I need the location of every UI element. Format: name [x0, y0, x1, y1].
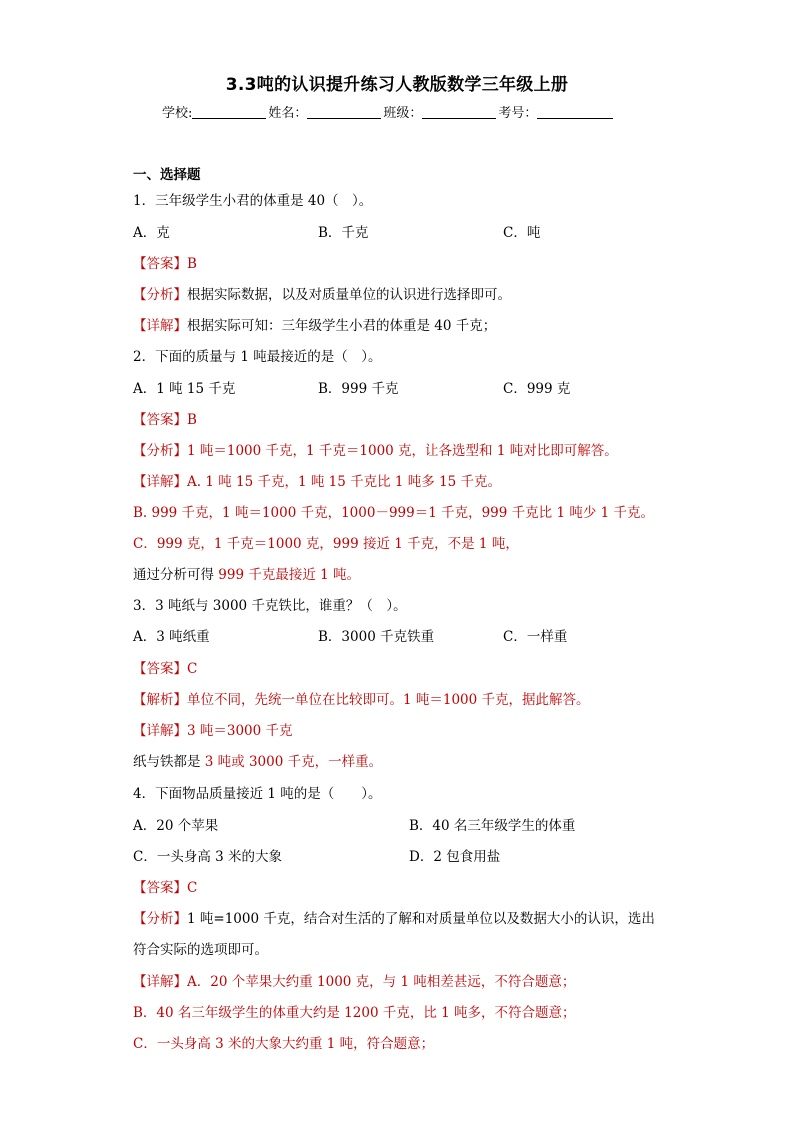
q4-option-b: B．40 名三年级学生的体重	[409, 818, 576, 834]
class-blank[interactable]	[422, 105, 496, 119]
q1-option-b: B．千克	[318, 225, 369, 241]
q3-option-b: B．3000 千克铁重	[318, 629, 435, 645]
q2-detail-4: 通过分析可得 999 千克最接近 1 吨。	[133, 567, 361, 583]
q1-option-c: C．吨	[503, 225, 541, 241]
q4-detail-1: 【详解】A．20 个苹果大约重 1000 克，与 1 吨相差甚远，不符合题意；	[133, 974, 576, 990]
q4-detail-3: C．一头身高 3 米的大象大约重 1 吨，符合题意；	[133, 1036, 435, 1052]
q2-option-a: A．1 吨 15 千克	[133, 381, 236, 397]
name-label: 姓名：	[268, 106, 308, 121]
q2-analysis: 【分析】1 吨＝1000 千克，1 千克＝1000 克，让各选型和 1 吨对比即可解答。	[133, 443, 618, 459]
q1-detail: 【详解】根据实际可知：三年级学生小君的体重是 40 千克；	[133, 318, 497, 334]
question-4-stem: 4．下面物品质量接近 1 吨的是（ ）。	[133, 786, 382, 802]
q3-answer: 【答案】C	[133, 661, 198, 677]
school-label: 学校:	[162, 106, 193, 121]
q2-option-b: B．999 千克	[318, 381, 399, 397]
question-1-stem: 1．三年级学生小君的体重是 40（ ）。	[133, 193, 373, 209]
q2-detail-3: C．999 克，1 千克＝1000 克，999 接近 1 千克，不是 1 吨，	[133, 536, 519, 552]
page-title: 3.3吨的认识提升练习人教版数学三年级上册	[225, 75, 569, 95]
q1-analysis: 【分析】根据实际数据，以及对质量单位的认识进行选择即可。	[133, 287, 511, 303]
q4-detail-2: B．40 名三年级学生的体重大约是 1200 千克，比 1 吨多，不符合题意；	[133, 1005, 576, 1021]
q2-detail-2: B. 999 千克，1 吨＝1000 千克，1000－999＝1 千克，999 千克比 1 吨少 1 千克。	[133, 505, 654, 521]
q4-answer: 【答案】C	[133, 880, 198, 896]
name-blank[interactable]	[307, 105, 381, 119]
q1-answer: 【答案】B	[133, 256, 197, 272]
q2-detail-1: 【详解】A. 1 吨 15 千克，1 吨 15 千克比 1 吨多 15 千克。	[133, 474, 502, 490]
q1-option-a: A．克	[133, 225, 170, 241]
exam-no-blank[interactable]	[537, 105, 613, 119]
q2-option-c: C．999 克	[503, 381, 571, 397]
q4-option-d: D．2 包食用盐	[409, 849, 501, 865]
school-blank[interactable]	[192, 105, 266, 119]
q3-option-a: A．3 吨纸重	[133, 629, 210, 645]
q3-analysis: 【解析】单位不同，先统一单位在比较即可。1 吨＝1000 千克，据此解答。	[133, 692, 590, 708]
question-3-stem: 3．3 吨纸与 3000 千克铁比，谁重？（ ）。	[133, 598, 407, 614]
section-heading: 一、选择题	[133, 167, 201, 183]
question-2-stem: 2．下面的质量与 1 吨最接近的是（ ）。	[133, 349, 382, 365]
q3-detail-2: 纸与铁都是 3 吨或 3000 千克，一样重。	[133, 754, 383, 770]
class-label: 班级：	[383, 106, 423, 121]
exam-no-label: 考号：	[498, 106, 538, 121]
q4-option-a: A．20 个苹果	[133, 818, 219, 834]
q3-option-c: C．一样重	[503, 629, 568, 645]
q4-analysis-2: 符合实际的选项即可。	[133, 942, 268, 958]
q3-detail-1: 【详解】3 吨＝3000 千克	[133, 723, 293, 739]
q4-option-c: C．一头身高 3 米的大象	[133, 849, 283, 865]
student-info-line	[162, 102, 615, 121]
q2-answer: 【答案】B	[133, 412, 197, 428]
q4-analysis-1: 【分析】1 吨=1000 千克，结合对生活的了解和对质量单位以及数据大小的认识，选出	[133, 911, 655, 927]
